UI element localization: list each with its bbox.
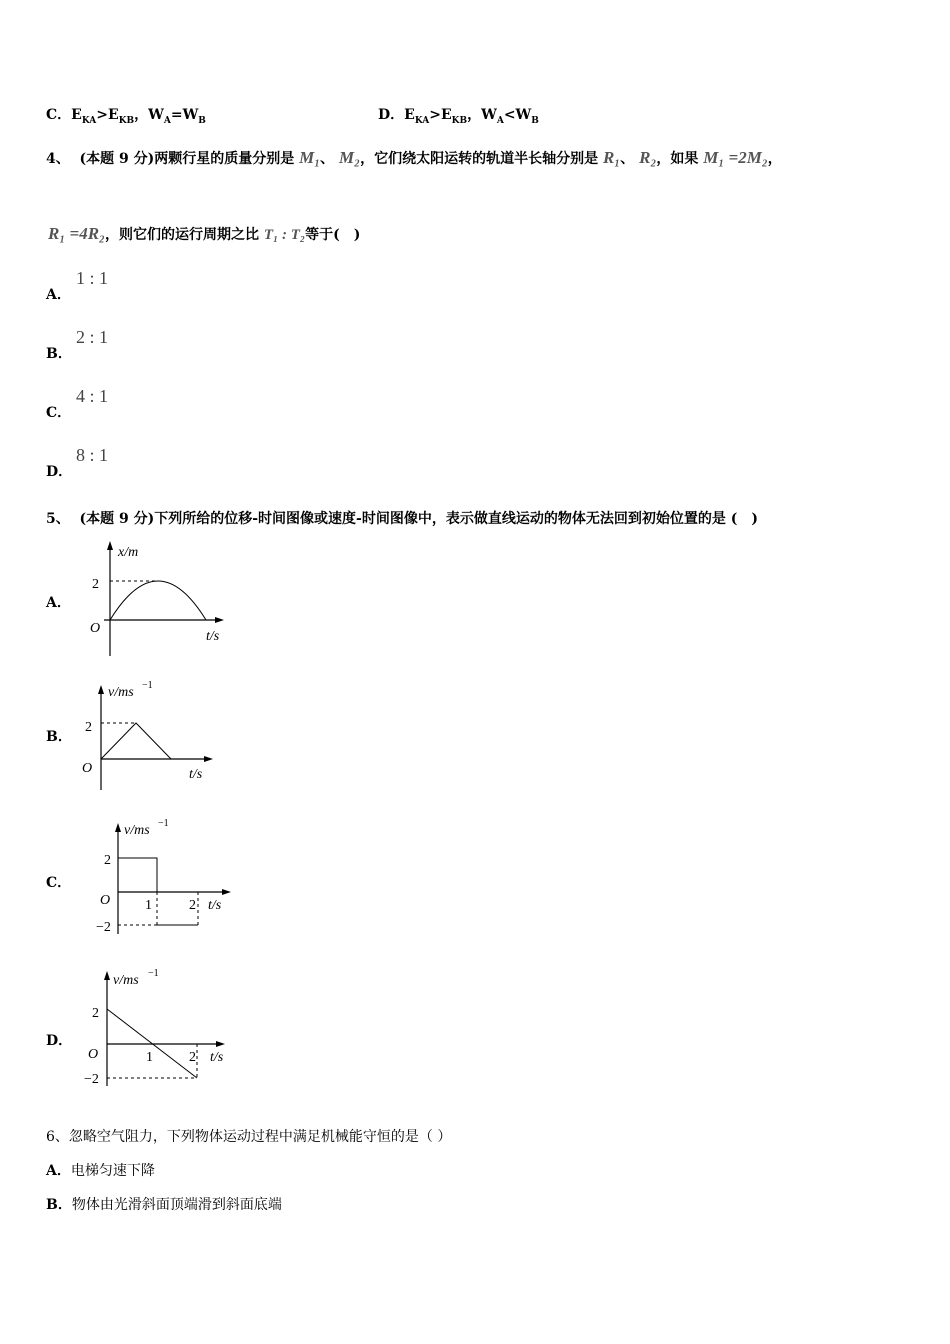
x-axis-arrow <box>204 756 213 762</box>
x-axis-arrow <box>222 889 231 895</box>
x-tick-2: 2 <box>189 898 196 913</box>
q4-text5: 等于( ) <box>305 227 361 243</box>
y-axis-arrow <box>115 823 121 832</box>
q6-option-b-text: 物体由光滑斜面顶端滑到斜面底端 <box>71 1197 282 1213</box>
q4-text2: ，它们绕太阳运转的轨道半长轴分别是 <box>360 151 599 167</box>
q4-option-a-value: 1 : 1 <box>76 268 109 288</box>
q4-stem-line1 <box>46 148 782 168</box>
y-axis-label: v/ms <box>124 823 150 838</box>
q4-math-m1: M₁ <box>299 148 321 167</box>
q5-tag: (本题 9 分) <box>79 511 155 527</box>
q4-math-cond2: R₁ =4R₂ <box>48 224 105 243</box>
x-tick-1: 1 <box>146 1050 153 1065</box>
q4-option-b-label: B． <box>46 346 72 362</box>
x-tick-2: 2 <box>189 1050 196 1065</box>
q4-math-cond1: M₁ =2M₂ <box>703 148 768 167</box>
q4-option-c-value: 4 : 1 <box>76 386 109 406</box>
y-tick-neg2: −2 <box>84 1072 99 1087</box>
q4-number: 4、 <box>46 151 70 167</box>
q5-option-d-label: D． <box>46 1033 73 1049</box>
q3-option-c-text: $E_{KA}>E_{KB}$，$W_A=W_B$ <box>71 107 206 126</box>
y-axis-arrow <box>107 541 113 550</box>
x-axis-label: t/s <box>208 898 222 913</box>
y-tick-neg2: −2 <box>96 920 111 935</box>
q5-graph-d <box>80 962 240 1090</box>
x-tick-1: 1 <box>145 898 152 913</box>
q3-option-d <box>378 104 539 126</box>
q3-option-d-text: $E_{KA}>E_{KB}$，$W_A<W_B$ <box>404 107 539 126</box>
q4-math-ratio: T₁ : T₂ <box>263 227 306 243</box>
x-axis-arrow <box>215 617 224 623</box>
q4-tag: (本题 9 分) <box>79 151 155 167</box>
q6-option-b <box>46 1194 282 1214</box>
y-tick-2: 2 <box>92 577 99 592</box>
q5-option-a-label: A． <box>46 595 71 611</box>
y-axis-arrow <box>98 685 104 694</box>
q5-number: 5、 <box>46 511 70 527</box>
y-axis-arrow <box>104 971 110 980</box>
x-axis-label: t/s <box>189 767 203 782</box>
q3-option-d-label: D． <box>378 107 405 123</box>
y-axis-label: v/ms <box>113 973 139 988</box>
triangle-line <box>101 723 171 759</box>
q3-option-c-label: C． <box>46 107 72 123</box>
q4-stem-line2 <box>48 224 360 244</box>
q4-option-c-label: C． <box>46 405 72 421</box>
q4-sep2: 、 <box>620 151 635 167</box>
origin-label: O <box>90 621 101 636</box>
q6-text: 忽略空气阻力，下列物体运动过程中满足机械能守恒的是（ ） <box>68 1129 452 1145</box>
q4-math-r2: R₂ <box>639 148 657 167</box>
q6-option-a-text: 电梯匀速下降 <box>70 1163 155 1179</box>
q5-option-b-label: B． <box>46 729 72 745</box>
q3-option-c <box>46 104 206 126</box>
q4-comma: ， <box>767 151 782 167</box>
q4-text3: ，如果 <box>656 151 699 167</box>
x-axis-label: t/s <box>210 1050 224 1065</box>
q6-number: 6、 <box>46 1129 69 1145</box>
q4-option-a-label: A． <box>46 287 71 303</box>
q4-math-r1: R₁ <box>602 148 621 167</box>
y-tick-2: 2 <box>104 853 111 868</box>
q5-graph-c <box>92 812 242 938</box>
parabola-curve <box>110 581 206 620</box>
q6-option-a-label: A． <box>46 1163 71 1179</box>
y-axis-label-sup: −1 <box>142 680 153 691</box>
origin-label: O <box>82 761 93 776</box>
q6-stem <box>46 1126 451 1146</box>
q4-text1: 两颗行星的质量分别是 <box>154 151 295 167</box>
q6-option-a <box>46 1160 155 1180</box>
y-axis-label: x/m <box>118 545 139 560</box>
q6-option-b-label: B． <box>46 1197 72 1213</box>
q4-option-b-value: 2 : 1 <box>76 327 109 347</box>
y-axis-label-sup: −1 <box>158 818 169 829</box>
q5-text: 下列所给的位移-时间图像或速度-时间图像中，表示做直线运动的物体无法回到初始位置的是 ( ) <box>154 511 758 527</box>
q4-option-d-value: 8 : 1 <box>76 445 109 465</box>
x-axis-label: t/s <box>206 629 220 644</box>
q5-graph-b <box>76 676 226 794</box>
q4-sep1: 、 <box>320 151 335 167</box>
q4-math-m2: M₂ <box>339 148 361 167</box>
origin-label: O <box>88 1047 99 1062</box>
q5-graph-a <box>84 538 234 660</box>
q4-option-d-label: D． <box>46 464 73 480</box>
y-axis-label-sup: −1 <box>148 968 159 979</box>
origin-label: O <box>100 893 111 908</box>
segment-positive <box>118 858 157 892</box>
y-tick-2: 2 <box>92 1006 99 1021</box>
q5-option-c-label: C． <box>46 875 72 891</box>
y-tick-2: 2 <box>85 720 92 735</box>
q4-text4: ，则它们的运行周期之比 <box>104 227 259 243</box>
y-axis-label: v/ms <box>108 685 134 700</box>
q5-stem <box>46 508 758 528</box>
x-axis-arrow <box>216 1041 225 1047</box>
